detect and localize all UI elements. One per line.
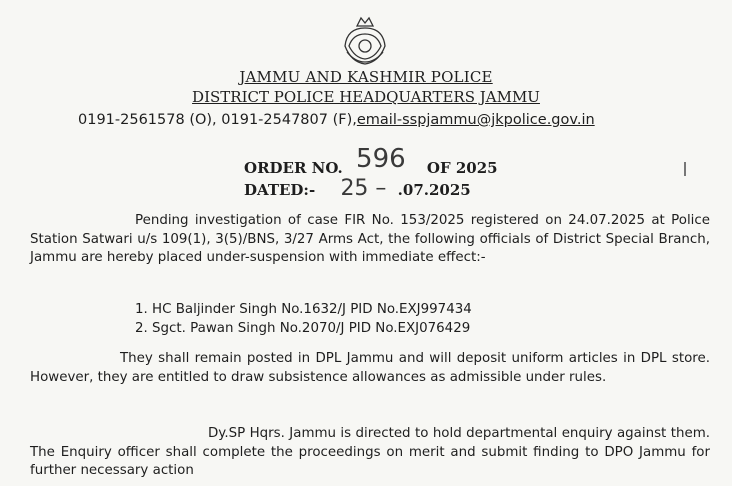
order-number: 596 bbox=[356, 144, 406, 174]
paragraph-suspension: Pending investigation of case FIR No. 153/2025 registered on 24.07.2025 at Police Station Satwari u/s 109(1), 3(5)/BNS, 3/27 Arms Act, the following officials of District Special Branch, Jammu are hereby placed under-suspension with immediate effect:- bbox=[30, 213, 710, 265]
contact-email: email-sspjammu@jkpolice.gov.in bbox=[356, 112, 595, 128]
margin-mark bbox=[684, 162, 686, 176]
jkp-emblem-icon bbox=[337, 12, 393, 68]
office-title: DISTRICT POLICE HEADQUARTERS JAMMU bbox=[192, 88, 540, 106]
paragraph-enquiry: Dy.SP Hqrs. Jammu is directed to hold departmental enquiry against them. The Enquiry officer shall complete the proceedings on merit and submit finding to DPO Jammu for further necessary action bbox=[30, 426, 710, 478]
dated-rest: .07.2025 bbox=[397, 181, 471, 199]
contact-line bbox=[78, 112, 718, 128]
dated-day: 25 – bbox=[340, 176, 387, 201]
officials-list bbox=[135, 300, 472, 338]
paragraph-posting: They shall remain posted in DPL Jammu and will deposit uniform articles in DPL store. However, they are entitled to draw subsistence allowances as admissible under rules. bbox=[30, 351, 710, 385]
dated-line bbox=[244, 176, 471, 201]
list-item: 1. HC Baljinder Singh No.1632/J PID No.EXJ997434 bbox=[135, 302, 472, 317]
order-year: OF 2025 bbox=[426, 159, 498, 177]
org-title: JAMMU AND KASHMIR POLICE bbox=[239, 68, 493, 86]
list-item: 2. Sgct. Pawan Singh No.2070/J PID No.EXJ076429 bbox=[135, 321, 471, 336]
contact-phone: 0191-2561578 (O), 0191-2547807 (F), bbox=[78, 112, 357, 128]
order-label: ORDER NO. bbox=[244, 159, 343, 177]
dated-label: DATED:- bbox=[244, 181, 316, 199]
